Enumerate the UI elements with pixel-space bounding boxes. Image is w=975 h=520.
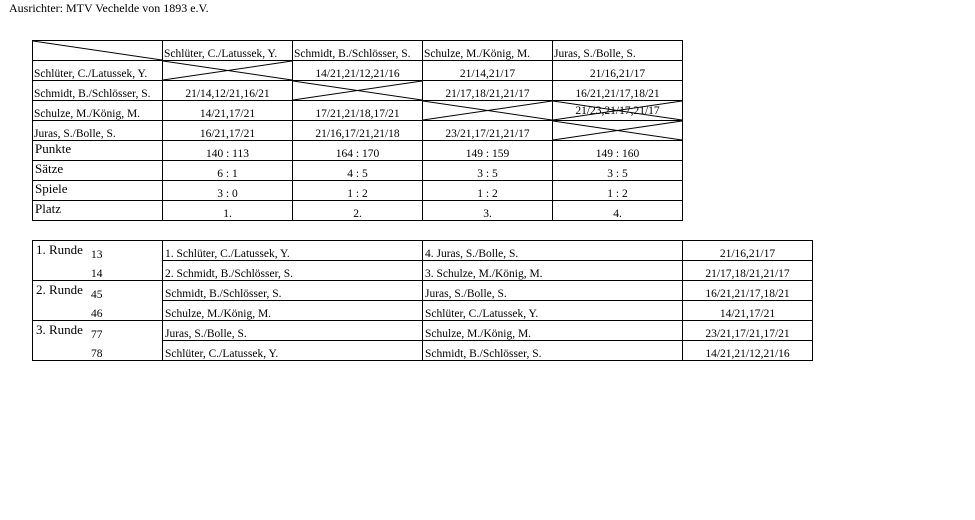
match-score: 21/17,18/21,21/17 xyxy=(423,81,553,101)
player-two: Schmidt, B./Schlösser, S. xyxy=(423,341,683,361)
summary-row-games xyxy=(33,181,683,201)
summary-value: 1 : 2 xyxy=(423,181,553,201)
column-header-team-3: Schulze, M./König, M. xyxy=(423,41,553,61)
match-score: 23/21,17/21,21/17 xyxy=(423,121,553,141)
match-score: 14/21,17/21 xyxy=(163,101,293,121)
summary-value: 2. xyxy=(293,201,423,221)
round-label: 1. Runde xyxy=(36,242,83,257)
round-label: 3. Runde xyxy=(36,322,83,337)
match-number: 77 xyxy=(91,328,103,341)
round-cell xyxy=(33,281,163,301)
results-row xyxy=(33,121,683,141)
summary-label: Platz xyxy=(33,201,163,221)
summary-row-place xyxy=(33,201,683,221)
schedule-row xyxy=(33,241,813,261)
player-one: Schlüter, C./Latussek, Y. xyxy=(163,341,423,361)
match-score: 21/14,12/21,16/21 xyxy=(163,81,293,101)
match-schedule-table xyxy=(32,240,813,361)
row-header-team-4: Juras, S./Bolle, S. xyxy=(33,121,163,141)
player-two: Juras, S./Bolle, S. xyxy=(423,281,683,301)
schedule-row xyxy=(33,281,813,301)
summary-value: 1 : 2 xyxy=(553,181,683,201)
cross-out-mark xyxy=(423,101,552,120)
player-one: 2. Schmidt, B./Schlösser, S. xyxy=(163,261,423,281)
schedule-row xyxy=(33,341,813,361)
match-score: 16/21,21/17,18/21 xyxy=(553,81,683,101)
summary-value: 164 : 170 xyxy=(293,141,423,161)
summary-value: 3 : 5 xyxy=(423,161,553,181)
summary-label: Punkte xyxy=(33,141,163,161)
row-header-team-2: Schmidt, B./Schlösser, S. xyxy=(33,81,163,101)
match-score: 14/21,21/12,21/16 xyxy=(293,61,423,81)
match-number: 78 xyxy=(91,348,103,360)
match-result: 21/17,18/21,21/17 xyxy=(683,261,813,281)
summary-label: Spiele xyxy=(33,181,163,201)
player-one: Schulze, M./König, M. xyxy=(163,301,423,321)
match-number: 14 xyxy=(91,268,103,280)
match-score: 21/16,17/21,21/18 xyxy=(293,121,423,141)
player-two: 4. Juras, S./Bolle, S. xyxy=(423,241,683,261)
match-number: 45 xyxy=(91,288,103,301)
summary-value: 3 : 5 xyxy=(553,161,683,181)
cross-out-mark xyxy=(553,121,682,140)
player-one: 1. Schlüter, C./Latussek, Y. xyxy=(163,241,423,261)
summary-label: Sätze xyxy=(33,161,163,181)
match-score: 17/21,21/18,17/21 xyxy=(293,101,423,121)
schedule-row xyxy=(33,261,813,281)
match-result: 14/21,17/21 xyxy=(683,301,813,321)
match-score: 16/21,17/21 xyxy=(163,121,293,141)
player-two: Schulze, M./König, M. xyxy=(423,321,683,341)
summary-value: 140 : 113 xyxy=(163,141,293,161)
match-result: 14/21,21/12,21/16 xyxy=(683,341,813,361)
organizer-line: Ausrichter: MTV Vechelde von 1893 e.V. xyxy=(9,1,209,15)
self-match-cell xyxy=(163,61,293,81)
summary-value: 4 : 5 xyxy=(293,161,423,181)
results-row xyxy=(33,61,683,81)
self-match-cell xyxy=(423,101,553,121)
summary-value: 6 : 1 xyxy=(163,161,293,181)
match-score: 21/14,21/17 xyxy=(423,61,553,81)
column-header-team-1: Schlüter, C./Latussek, Y. xyxy=(163,41,293,61)
column-header-team-2: Schmidt, B./Schlösser, S. xyxy=(293,41,423,61)
round-label: 2. Runde xyxy=(36,282,83,297)
summary-value: 149 : 160 xyxy=(553,141,683,161)
summary-row-sets xyxy=(33,161,683,181)
summary-value: 4. xyxy=(553,201,683,221)
match-result: 21/16,21/17 xyxy=(683,241,813,261)
schedule-row xyxy=(33,301,813,321)
match-result: 23/21,17/21,17/21 xyxy=(683,321,813,341)
results-row xyxy=(33,81,683,101)
summary-value: 1 : 2 xyxy=(293,181,423,201)
round-cell xyxy=(33,321,163,341)
cross-out-mark xyxy=(163,61,292,80)
match-number: 13 xyxy=(91,248,103,261)
summary-row-points xyxy=(33,141,683,161)
summary-value: 3. xyxy=(423,201,553,221)
round-cell xyxy=(33,301,163,321)
schedule-row xyxy=(33,321,813,341)
results-header-row xyxy=(33,41,683,61)
match-result: 16/21,21/17,18/21 xyxy=(683,281,813,301)
self-match-cell xyxy=(293,81,423,101)
round-cell xyxy=(33,241,163,261)
column-header-team-4: Juras, S./Bolle, S. xyxy=(553,41,683,61)
round-cell xyxy=(33,261,163,281)
match-score: 21/16,21/17 xyxy=(553,61,683,81)
results-table xyxy=(32,40,683,221)
player-one: Juras, S./Bolle, S. xyxy=(163,321,423,341)
round-cell xyxy=(33,341,163,361)
match-number: 46 xyxy=(91,308,103,320)
summary-value: 3 : 0 xyxy=(163,181,293,201)
player-one: Schmidt, B./Schlösser, S. xyxy=(163,281,423,301)
self-match-cell xyxy=(553,121,683,141)
match-score: 21/23,21/17,21/17 xyxy=(575,104,660,117)
player-two: Schlüter, C./Latussek, Y. xyxy=(423,301,683,321)
results-row xyxy=(33,101,683,121)
player-two: 3. Schulze, M./König, M. xyxy=(423,261,683,281)
corner-diagonal xyxy=(33,41,162,60)
match-score-struck xyxy=(553,101,683,121)
row-header-team-1: Schlüter, C./Latussek, Y. xyxy=(33,61,163,81)
cross-out-mark xyxy=(293,81,422,100)
corner-cell xyxy=(33,41,163,61)
row-header-team-3: Schulze, M./König, M. xyxy=(33,101,163,121)
summary-value: 1. xyxy=(163,201,293,221)
summary-value: 149 : 159 xyxy=(423,141,553,161)
